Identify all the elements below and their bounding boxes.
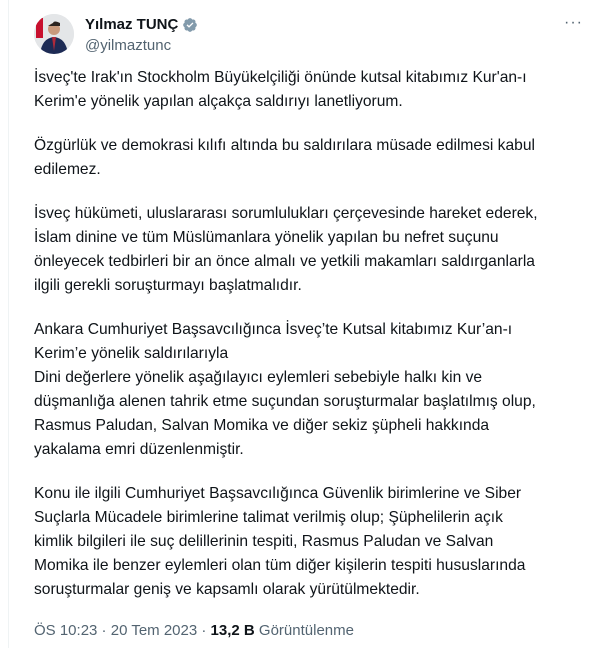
view-count: 13,2 B [210, 622, 255, 639]
tweet-line: yakalama emri düzenlenmiştir. [34, 441, 244, 458]
tweet-paragraph [34, 66, 599, 114]
tweet-line: ilgili gerekli soruşturmayı başlatmalıdır. [34, 277, 302, 294]
verified-badge-icon [182, 17, 198, 33]
tweet-line: Özgürlük ve demokrasi kılıfı altında bu saldırılara müsade edilmesi kabul [34, 137, 535, 154]
tweet-line: İsveç hükümeti, uluslararası sorumlulukları çerçevesinde hareket ederek, [34, 205, 538, 222]
separator: · [97, 622, 111, 639]
author-handle[interactable]: @yilmaztunc [85, 37, 172, 54]
views-label: Görüntülenme [258, 622, 354, 639]
tweet-line: Ankara Cumhuriyet Başsavcılığınca İsveç’te Kutsal kitabımız Kur’an-ı [34, 321, 513, 338]
tweet-line: düşmanlığa alenen tahrik etme suçundan soruşturmalar başlatılmış olup, [34, 393, 536, 410]
author-name[interactable] [85, 16, 198, 33]
author-name-text: Yılmaz TUNÇ [85, 16, 179, 33]
tweet-line: Konu ile ilgili Cumhuriyet Başsavcılığınca Güvenlik birimlerine ve Siber [34, 485, 522, 502]
tweet-line: kimlik bilgileri ile suç delillerinin tespiti, Rasmus Paludan ve Salvan [34, 533, 494, 550]
tweet-line: soruşturmalar geniş ve kapsamlı olarak yürütülmektedir. [34, 581, 420, 598]
tweet-paragraph [34, 202, 599, 298]
more-options-icon[interactable]: ··· [564, 14, 583, 31]
tweet-paragraph [34, 134, 599, 182]
tweet-meta [34, 622, 354, 639]
tweet-paragraph [34, 482, 599, 602]
tweet-card [8, 0, 600, 648]
tweet-line: Suçlarla Mücadele birimlerine talimat verilmiş olup; Şüphelilerin açık [34, 509, 503, 526]
tweet-line: Rasmus Paludan, Salvan Momika ve diğer sekiz şüpheli hakkında [34, 417, 490, 434]
tweet-line: Kerim'e yönelik yapılan alçakça saldırıyı lanetliyorum. [34, 93, 403, 110]
separator: · [197, 622, 211, 639]
tweet-paragraph [34, 318, 599, 462]
avatar-image [34, 14, 74, 54]
tweet-line: edilemez. [34, 161, 101, 178]
tweet-line: Dini değerlere yönelik aşağılayıcı eylemleri sebebiyle halkı kin ve [34, 369, 483, 386]
tweet-line: İsveç'te Irak'ın Stockholm Büyükelçiliği önünde kutsal kitabımız Kur'an-ı [34, 69, 527, 86]
tweet-date[interactable]: 20 Tem 2023 [110, 622, 198, 639]
tweet-line: önleyecek tedbirleri bir an önce almalı ve yetkili makamları saldırganlarla [34, 253, 535, 270]
tweet-line: Momika ile benzer eylemleri olan tüm diğer kişilerin tespiti hususlarında [34, 557, 526, 574]
tweet-text [34, 66, 599, 622]
tweet-line: Kerim’e yönelik saldırılarıyla [34, 345, 229, 362]
tweet-line: İslam dinine ve tüm Müslümanlara yönelik yapılan bu nefret suçunu [34, 229, 499, 246]
avatar[interactable] [34, 14, 74, 54]
tweet-time[interactable]: ÖS 10:23 [34, 622, 98, 639]
